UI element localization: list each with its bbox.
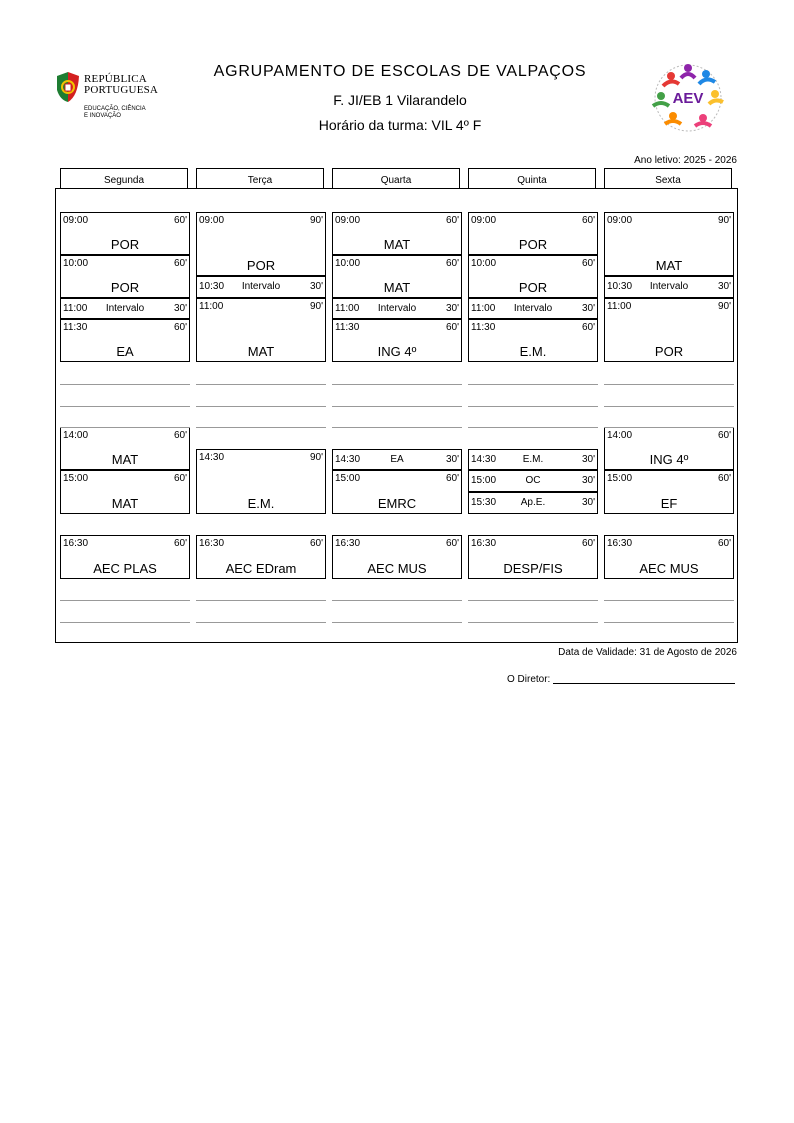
slot-ter-1630: 16:30 60' AEC EDram: [196, 535, 326, 579]
slot-qui-1630: 16:30 60' DESP/FIS: [468, 535, 598, 579]
empty-row-line: [604, 427, 734, 428]
empty-row-line: [468, 600, 598, 601]
slot-qui-0900: 09:00 60' POR: [468, 212, 598, 255]
empty-row-line: [332, 427, 462, 428]
slot-qui-1100: 11:00 Intervalo 30': [468, 298, 598, 319]
aev-logo-text: AEV: [672, 90, 704, 107]
day-header-terca: Terça: [196, 168, 324, 188]
empty-row-line: [60, 427, 190, 428]
slot-qua-1500: 15:00 60' EMRC: [332, 470, 462, 514]
slot-seg-1630: 16:30 60' AEC PLAS: [60, 535, 190, 579]
empty-row-line: [332, 600, 462, 601]
slot-qui-1000: 10:00 60' POR: [468, 255, 598, 298]
empty-row-line: [468, 427, 598, 428]
slot-qua-0900: 09:00 60' MAT: [332, 212, 462, 255]
validity-date: Data de Validade: 31 de Agosto de 2026: [558, 647, 737, 658]
slot-ter-1100: 11:00 90' MAT: [196, 298, 326, 362]
slot-qui-1430: 14:30 E.M. 30': [468, 449, 598, 470]
slot-sex-0900: 09:00 90' MAT: [604, 212, 734, 276]
empty-row-line: [332, 406, 462, 407]
logo-sub-1: EDUCAÇÃO, CIÊNCIA: [84, 106, 146, 112]
slot-qua-1000: 10:00 60' MAT: [332, 255, 462, 298]
director-signature-line: [553, 683, 735, 684]
empty-row-line: [60, 600, 190, 601]
slot-seg-1000: 10:00 60' POR: [60, 255, 190, 298]
empty-row-line: [604, 406, 734, 407]
day-header-quinta: Quinta: [468, 168, 596, 188]
slot-sex-1630: 16:30 60' AEC MUS: [604, 535, 734, 579]
school-year: Ano letivo: 2025 - 2026: [634, 155, 737, 166]
slot-ter-0900: 09:00 90' POR: [196, 212, 326, 276]
day-header-segunda: Segunda: [60, 168, 188, 188]
empty-row-line: [60, 406, 190, 407]
school-name: AGRUPAMENTO DE ESCOLAS DE VALPAÇOS: [213, 63, 587, 80]
empty-row-line: [468, 384, 598, 385]
empty-row-line: [604, 622, 734, 623]
empty-row-line: [604, 384, 734, 385]
empty-row-line: [60, 622, 190, 623]
empty-row-line: [196, 622, 326, 623]
school-unit: F. JI/EB 1 Vilarandelo: [333, 92, 467, 108]
slot-sex-1400: 14:00 60' ING 4º: [604, 427, 734, 470]
empty-row-line: [468, 406, 598, 407]
slot-qui-1500: 15:00 OC 30': [468, 470, 598, 492]
empty-row-line: [196, 384, 326, 385]
aev-logo-icon: [643, 58, 733, 138]
empty-row-line: [332, 384, 462, 385]
slot-seg-1100: 11:00 Intervalo 30': [60, 298, 190, 319]
empty-row-line: [196, 427, 326, 428]
empty-row-line: [196, 600, 326, 601]
slot-qua-1130: 11:30 60' ING 4º: [332, 319, 462, 362]
slot-qua-1100: 11:00 Intervalo 30': [332, 298, 462, 319]
logo-sub-2: E INOVAÇÃO: [84, 113, 121, 119]
day-header-quarta: Quarta: [332, 168, 460, 188]
slot-qui-1530: 15:30 Ap.E. 30': [468, 492, 598, 514]
logo-line-2: PORTUGUESA: [84, 84, 159, 96]
slot-sex-1030: 10:30 Intervalo 30': [604, 276, 734, 298]
portugal-emblem-icon: [54, 72, 82, 104]
slot-sex-1100: 11:00 90' POR: [604, 298, 734, 362]
empty-row-line: [604, 600, 734, 601]
empty-row-line: [468, 622, 598, 623]
empty-row-line: [60, 384, 190, 385]
slot-ter-1030: 10:30 Intervalo 30': [196, 276, 326, 298]
aev-logo: [643, 58, 733, 138]
class-label: Horário da turma: VIL 4º F: [318, 117, 482, 133]
empty-row-line: [196, 406, 326, 407]
slot-sex-1500: 15:00 60' EF: [604, 470, 734, 514]
day-header-sexta: Sexta: [604, 168, 732, 188]
slot-seg-1500: 15:00 60' MAT: [60, 470, 190, 514]
slot-ter-1430: 14:30 90' E.M.: [196, 449, 326, 514]
slot-qua-1430: 14:30 EA 30': [332, 449, 462, 470]
slot-qua-1630: 16:30 60' AEC MUS: [332, 535, 462, 579]
slot-seg-1400: 14:00 60' MAT: [60, 427, 190, 470]
logo-line-1: REPÚBLICA: [84, 73, 147, 85]
slot-qui-1130: 11:30 60' E.M.: [468, 319, 598, 362]
director-label: O Diretor:: [507, 674, 551, 685]
slot-seg-1130: 11:30 60' EA: [60, 319, 190, 362]
empty-row-line: [332, 622, 462, 623]
slot-seg-0900: 09:00 60' POR: [60, 212, 190, 255]
republica-portuguesa-logo: [54, 72, 164, 122]
